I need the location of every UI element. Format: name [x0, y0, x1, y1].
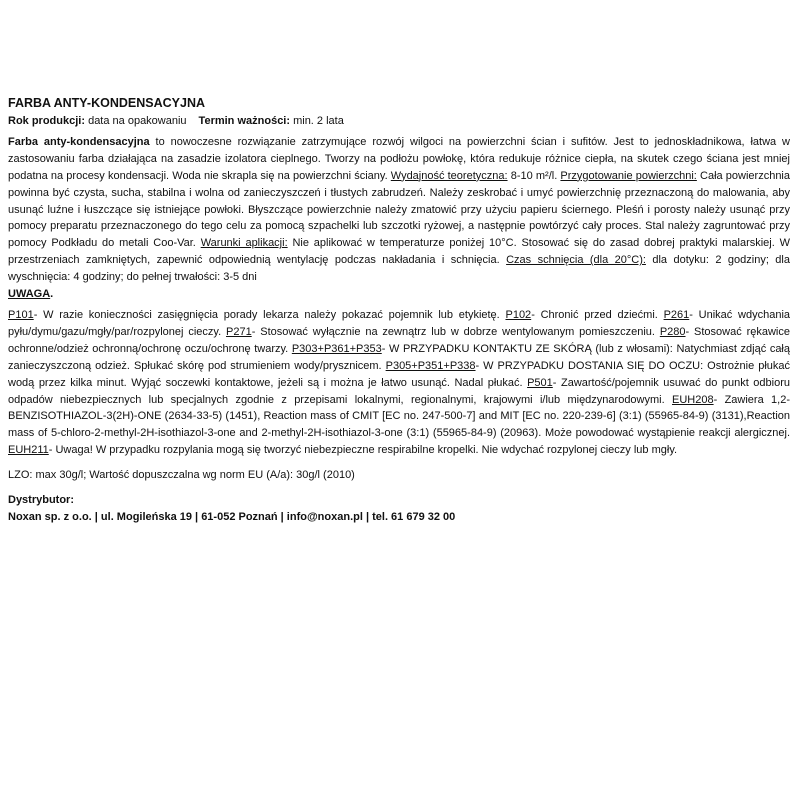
- drying-label: Czas schnięcia (dla 20°C):: [506, 254, 646, 267]
- p261-text: - Unikać wdychania pyłu/dymu/gazu/mgły/par/rozpylonej cieczy.: [8, 308, 791, 338]
- production-label: Rok produkcji:: [8, 115, 86, 127]
- p271-code: P271: [226, 325, 252, 338]
- warning-heading-text: UWAGA: [8, 288, 51, 301]
- p101-text: - W razie konieczności zasięgnięcia porady lekarza należy pokazać pojemnik lub etykietę.: [33, 308, 506, 321]
- distributor-details: [8, 509, 790, 526]
- euh208-text: - Zawiera 1,2-BENZISOTHIAZOL-3(2H)-ONE (2634-33-5) (1451), Reaction mass of CMIT [EC no. 247-500-7] and MIT [EC no. 220-239-6] (3:1) (55965-84-9) (3131),Reaction mass of 5-chloro-2-methyl-2H-isothiazol-3-one and 2-methyl-2H-isothiazol-3-one (3:1) (55965-84-9) (20963). Może powodować wystąpienie reakcji alergicznej.: [8, 393, 790, 440]
- product-label-document: [8, 94, 790, 526]
- expiry-label: Termin ważności:: [198, 115, 291, 127]
- euh211-code: EUH211: [8, 444, 49, 457]
- prep-text: Cała powierzchnia powinna być czysta, sucha, stabilna i wolna od zanieczyszczeń i tłustych zabrudzeń. Należy zeskrobać i umyć powierzchnię przeznaczoną do malowania, aby usunąć luźne i łuszczące się istniejące powłoki. Błyszczące powierzchnie należy zmatowić przy użyciu papieru ściernego. Pleśń i porosty należy usunąć przy pomocy preparatu przeznaczonego do tego celu za pomocą szpachelki lub szczotki ryżowej, a następnie powtórzyć cały proces. Stal należy zagruntować przy pomocy Podkładu do metali Coo-Var.: [8, 169, 790, 250]
- warning-heading: [8, 286, 790, 303]
- p303-text: - W PRZYPADKU KONTAKTU ZE SKÓRĄ (lub z włosami): Natychmiast zdjąć całą zanieczyszczoną odzież. Spłukać skórę pod strumieniem wody/prysznicem.: [8, 342, 790, 372]
- p305-text: - W PRZYPADKU DOSTANIA SIĘ DO OCZU: Ostrożnie płukać wodą przez kilka minut. Wyjąć soczewki kontaktowe, jeżeli są i można je łatwo usunąć. Nadal płukać.: [8, 359, 790, 389]
- production-value: data na opakowaniu: [85, 115, 187, 127]
- yield-label: Wydajność teoretyczna:: [390, 169, 508, 182]
- product-name: Farba anty-kondensacyjna: [8, 135, 150, 148]
- prep-label: Przygotowanie powierzchni:: [560, 169, 697, 182]
- distributor-label: [8, 492, 790, 509]
- application-text: Nie aplikować w temperaturze poniżej 10°C. Stosować się do zasad dobrej praktyki malarskiej. W przestrzeniach zamkniętych, zapewnić odpowiednią wentylację podczas nakładania i schnięcia.: [8, 237, 790, 267]
- euh211-text: - Uwaga! W przypadku rozpylania mogą się tworzyć niebezpieczne respirabilne kropelki. Nie wdychać rozpylonej cieczy lub mgły.: [48, 444, 678, 457]
- lzo-line: LZO: max 30g/l; Wartość dopuszczalna wg norm EU (A/a): 30g/l (2010): [8, 469, 355, 482]
- drying-text: dla dotyku: 2 godziny; dla wyschnięcia: 4 godziny; do pełnej trwałości: 3-5 dni: [8, 254, 790, 284]
- product-title: FARBA ANTY-KONDENSACYJNA: [8, 96, 206, 110]
- p271-text: - Stosować wyłącznie na zewnątrz lub w dobrze wentylowanym pomieszczeniu.: [251, 325, 660, 338]
- description-text: to nowoczesne rozwiązanie zatrzymujące rozwój wilgoci na powierzchni ścian i sufitów. Jest to jednoskładnikowa, łatwa w zastosowaniu farba działająca na zasadzie izolatora cieplnego. Tworzy na podłożu powłokę, która redukuje różnice ciepła, na skutek czego ściana jest mniej podatna na procesy kondensacji. Woda nie skrapla się na powierzchni ściany.: [8, 135, 790, 182]
- distributor-details-text: Noxan sp. z o.o. | ul. Mogileńska 19 | 61-052 Poznań | info@noxan.pl | tel. 61 679 32 00: [8, 510, 456, 523]
- p305-code: P305+P351+P338: [385, 359, 476, 372]
- yield-value: 8-10 m²/l.: [507, 169, 558, 182]
- p280-code: P280: [659, 325, 686, 338]
- p280-text: - Stosować rękawice ochronne/odzież ochronną/ochronę oczu/ochronę twarzy.: [8, 325, 790, 355]
- p303-code: P303+P361+P353: [291, 342, 382, 355]
- p102-code: P102: [505, 308, 532, 321]
- warning-paragraph: [8, 307, 790, 459]
- p501-text: - Zawartość/pojemnik usuwać do punkt odbioru odpadów niebezpiecznych lub specjalnych zgodnie z przepisami lokalnymi, regionalnymi, krajowymi i/lub międzynarodowymi.: [8, 376, 790, 406]
- euh208-code: EUH208: [672, 393, 714, 406]
- p102-text: - Chronić przed dziećmi.: [531, 308, 664, 321]
- p261-code: P261: [663, 308, 690, 321]
- warning-heading-dot: .: [50, 288, 54, 301]
- expiry-value: min. 2 lata: [290, 115, 344, 127]
- distributor-label-text: Dystrybutor:: [8, 494, 75, 507]
- p501-code: P501: [527, 376, 553, 389]
- p101-code: P101: [8, 308, 34, 321]
- application-label: Warunki aplikacji:: [200, 237, 288, 250]
- production-expiry-line: [8, 113, 790, 130]
- description-paragraph: [8, 134, 790, 286]
